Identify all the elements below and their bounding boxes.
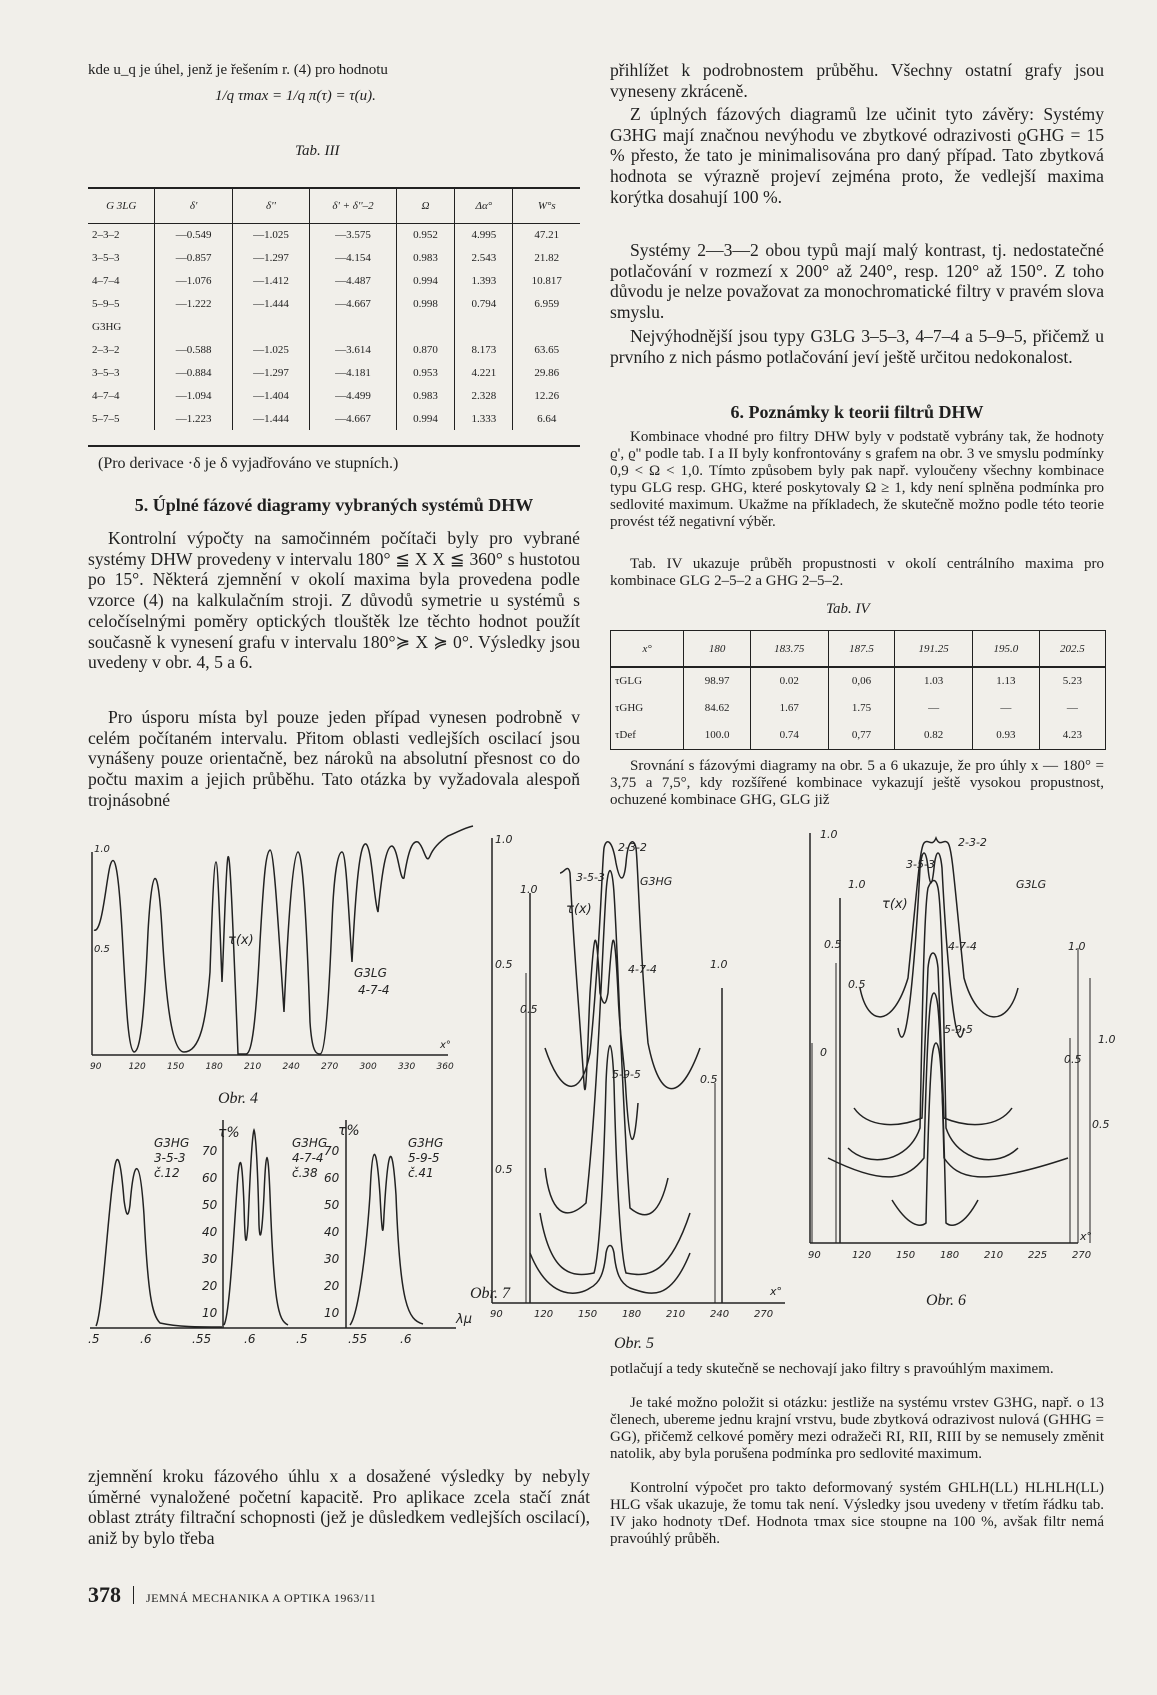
obr4-x-tick: 270 bbox=[321, 1062, 339, 1072]
tab4-header-cell: 187.5 bbox=[828, 631, 895, 667]
obr4-curve-label: τ(x) bbox=[228, 933, 254, 948]
obr4-xunit: x° bbox=[440, 1040, 451, 1051]
tab4-cell: 84.62 bbox=[684, 694, 751, 721]
tab3-cell: 12.26 bbox=[513, 384, 580, 407]
tab3-cell: —0.884 bbox=[155, 361, 232, 384]
sec6-paragraph-1: Kombinace vhodné pro filtry DHW byly v podstatě vybrány tak, že hodnoty ϱ', ϱ'' podle tab. I a II byly konfrontovány s grafem na obr. 3 ve smyslu podmínky 0,9 < Ω < 1,0. Tímto způsobem byly pak např. vyloučeny všechny kombinace typu GLG resp. GHG, které poskytovaly Ω ≥ 1, kdy není splněna podmínka pro sedlovité maximum. Ukažme na příkladech, že skutečně možno podle této teorie provést též negativní výběr. bbox=[610, 429, 1104, 530]
tab3-row bbox=[88, 223, 580, 246]
obr4-x-tick: 120 bbox=[128, 1062, 146, 1072]
obr6-y1: 1.0 bbox=[820, 828, 838, 841]
tab3-cell bbox=[396, 315, 454, 338]
tab3-cell: 63.65 bbox=[513, 338, 580, 361]
tab3-cell: —4.487 bbox=[310, 269, 397, 292]
obr7-panel3-nm: č.41 bbox=[408, 1166, 434, 1180]
tab3-row bbox=[88, 292, 580, 315]
obr5-y4: 1.0 bbox=[710, 958, 728, 971]
obr6-y5: 0.5 bbox=[848, 978, 866, 991]
tab3-cell bbox=[232, 315, 309, 338]
tab4-cell: — bbox=[1039, 694, 1105, 721]
tab4-header-cell: 183.75 bbox=[750, 631, 828, 667]
tab3-row bbox=[88, 361, 580, 384]
tab4-cell: 1.13 bbox=[972, 667, 1039, 694]
tab3-row bbox=[88, 384, 580, 407]
obr7-caption: Obr. 7 bbox=[470, 1285, 511, 1302]
obr7-panel2-nm: č.38 bbox=[292, 1166, 318, 1180]
tab3-cell: —1.223 bbox=[155, 407, 232, 430]
obr5-lbl-595: 5-9-5 bbox=[612, 1068, 641, 1081]
tab3-cell: —1.297 bbox=[232, 246, 309, 269]
tab4-header-cell: 202.5 bbox=[1039, 631, 1105, 667]
obr4-caption: Obr. 4 bbox=[218, 1090, 259, 1107]
obr5-y2: 1.0 bbox=[520, 883, 538, 896]
tab3-cell: 6.64 bbox=[513, 407, 580, 430]
tab3-cell: —1.222 bbox=[155, 292, 232, 315]
obr7-x-tick: .55 bbox=[192, 1332, 212, 1346]
tab3-cell: 4.995 bbox=[455, 223, 513, 246]
figure-obr5 bbox=[490, 833, 800, 1323]
tab4-cell: 0.74 bbox=[750, 722, 828, 749]
tab3-cell: 1.393 bbox=[455, 269, 513, 292]
obr6-y6: 0 bbox=[820, 1046, 827, 1059]
obr7-panel2-layers: 4-7-4 bbox=[292, 1151, 324, 1165]
tab4-row bbox=[611, 722, 1105, 749]
tab3-cell: 0.870 bbox=[396, 338, 454, 361]
obr7-y-tick: 40 bbox=[202, 1225, 218, 1239]
tab4-cell: τDef bbox=[615, 729, 636, 742]
tab3-cell: 2.328 bbox=[455, 384, 513, 407]
obr5-y6: 0.5 bbox=[700, 1073, 718, 1086]
footer-divider bbox=[133, 1586, 134, 1604]
tab3-header-cell: δ'' bbox=[232, 189, 309, 223]
footer bbox=[88, 1582, 376, 1608]
tab3-cell: —1.444 bbox=[232, 292, 309, 315]
tab4-cell: τGLG bbox=[615, 675, 643, 688]
tab3-caption: Tab. III bbox=[295, 143, 340, 159]
tab4-header-cell: x° bbox=[642, 642, 652, 655]
obr6-lbl-595: 5-9-5 bbox=[944, 1023, 973, 1036]
tab3-cell: 0.994 bbox=[396, 269, 454, 292]
obr5-x-tick: 150 bbox=[578, 1309, 598, 1320]
tab3-row bbox=[88, 246, 580, 269]
obr4-x-tick: 300 bbox=[359, 1062, 377, 1072]
tab3-cell bbox=[310, 315, 397, 338]
obr7-panel2-sys: G3HG bbox=[292, 1136, 328, 1150]
bottom-paragraph: zjemnění kroku fázového úhlu x a dosažené výsledky by nebyly úměrné vynaložené početní kapacitě. Pro aplikace zcela stačí znát oblast ztráty filtrační schopnosti (jež je důsledkem vedlejších oscilací), aniž by bylo třeba bbox=[88, 1466, 590, 1549]
obr6-lbl-g3lg: G3LG bbox=[1016, 878, 1047, 891]
obr6-x-tick: 225 bbox=[1028, 1250, 1048, 1261]
obr7-y-tick: 60 bbox=[202, 1171, 218, 1185]
tab3-row bbox=[88, 338, 580, 361]
figure-obr4 bbox=[88, 822, 488, 1074]
tab3-cell: 0.998 bbox=[396, 292, 454, 315]
tab3-cell: 21.82 bbox=[513, 246, 580, 269]
tab3-cell: 29.86 bbox=[513, 361, 580, 384]
obr7-y-tick: 30 bbox=[202, 1252, 218, 1266]
obr7-y-tick: 20 bbox=[202, 1279, 218, 1293]
tab3-cell: —4.667 bbox=[310, 292, 397, 315]
tab3-cell: —1.025 bbox=[232, 338, 309, 361]
figure-obr6 bbox=[808, 828, 1116, 1278]
tab4-cell: 0.93 bbox=[972, 722, 1039, 749]
tab3-cell: —0.549 bbox=[155, 223, 232, 246]
obr6-y8: 0.5 bbox=[1064, 1053, 1082, 1066]
tab3-cell: 1.333 bbox=[455, 407, 513, 430]
tab3-cell bbox=[155, 315, 232, 338]
obr4-x-tick: 360 bbox=[436, 1062, 454, 1072]
page-number: 378 bbox=[88, 1582, 121, 1607]
sec5-paragraph-1: Kontrolní výpočty na samočinném počítači byly pro vybrané systémy DHW provedeny v intervalu 180° ≦ X X ≦ 360° s hustotou po 15°. Některá zjemnění v okolí maxima byla provedena podle vzorce (4) na kalkulačním stroji. Z důvodů symetrie u systémů s celočíselnými poměry optických tlouštěk lze těchto hodnot použít současně k vynesení grafu v intervalu 180°≽ X ≽ 0°. Výsledky jsou uvedeny v obr. 4, 5 a 6. bbox=[88, 528, 580, 673]
obr5-y3: 0.5 bbox=[495, 958, 513, 971]
tab3-cell: 5–9–5 bbox=[92, 297, 120, 310]
tab3-cell: 47.21 bbox=[513, 223, 580, 246]
sec6-title: 6. Poznámky k teorii filtrů DHW bbox=[730, 402, 984, 422]
obr7-x-tick: .55 bbox=[348, 1332, 368, 1346]
tab3-cell: 4–7–4 bbox=[92, 389, 120, 402]
obr4-y-05: 0.5 bbox=[94, 944, 110, 955]
tab3-cell: —4.499 bbox=[310, 384, 397, 407]
tab3-cell: 0.952 bbox=[396, 223, 454, 246]
obr4-x-tick: 180 bbox=[205, 1062, 223, 1072]
tab4-cell: — bbox=[972, 694, 1039, 721]
tab3-header-cell: G 3LG bbox=[106, 199, 137, 212]
journal-name: JEMNÁ MECHANIKA A OPTIKA 1963/11 bbox=[146, 1591, 377, 1605]
tab3-cell bbox=[513, 315, 580, 338]
right-paragraph-7: Je také možno položit si otázku: jestliže na systému vrstev G3HG, např. o 13 členech, ubereme jednu krajní vrstvu, bude zbytková odrazivost nulová (GHHG = GG), přičemž celkové poměry mezi odražeči RI, RII, RIII by se nemusely změnit natolik, aby byla porušena podmínka pro sedlovité maximum. bbox=[610, 1395, 1104, 1462]
tab3-header-cell: δ' bbox=[155, 189, 232, 223]
obr7-y-tick: 30 bbox=[324, 1252, 340, 1266]
tab3-cell: 3–5–3 bbox=[92, 251, 120, 264]
tab3-cell: 2–3–2 bbox=[92, 343, 120, 356]
tab3-cell: 4.221 bbox=[455, 361, 513, 384]
sec6-paragraph-2: Tab. IV ukazuje průběh propustnosti v okolí centrálního maxima pro kombinace GLG 2–5–2 a GHG 2–5–2. bbox=[610, 556, 1104, 589]
obr4-x-tick: 240 bbox=[282, 1062, 300, 1072]
obr5-lbl-tau: τ(x) bbox=[566, 902, 592, 917]
obr5-y1: 1.0 bbox=[495, 833, 513, 846]
tab3-cell: 2.543 bbox=[455, 246, 513, 269]
tab3-cell: —1.094 bbox=[155, 384, 232, 407]
obr7-xunit: λμ bbox=[456, 1312, 472, 1327]
obr5-lbl-353: 3-5-3 bbox=[576, 871, 605, 884]
obr7-x-tick: .6 bbox=[400, 1332, 412, 1346]
tab3-cell: —4.667 bbox=[310, 407, 397, 430]
obr6-y2: 1.0 bbox=[848, 878, 866, 891]
tab3-cell: —3.614 bbox=[310, 338, 397, 361]
obr4-y-1: 1.0 bbox=[94, 844, 110, 855]
obr5-y7: 0.5 bbox=[495, 1163, 513, 1176]
tab4 bbox=[610, 630, 1106, 750]
tab3-cell: —1.025 bbox=[232, 223, 309, 246]
tab3-cell: 0.983 bbox=[396, 246, 454, 269]
obr6-y4: 1.0 bbox=[1068, 940, 1086, 953]
tab4-cell: 5.23 bbox=[1039, 667, 1105, 694]
obr7-ylabel-2: τ% bbox=[338, 1123, 360, 1139]
obr7-y-tick: 10 bbox=[324, 1306, 340, 1320]
tab3-cell: —0.857 bbox=[155, 246, 232, 269]
tab3-cell: —1.076 bbox=[155, 269, 232, 292]
sec5-paragraph-2: Pro úsporu místa byl pouze jeden případ vynesen podrobně v celém počítaném intervalu. Přitom oblasti vedlejších oscilací jsou vynášeny pouze orientačně, bez nároků na absolutní přesnost co do počtu maxim a jejich průběhu. Tato otázka by vyžadovala alespoň trojnásobné bbox=[88, 707, 580, 810]
obr4-x-tick: 150 bbox=[167, 1062, 185, 1072]
obr4-x-tick: 90 bbox=[90, 1062, 102, 1072]
obr7-y-tick: 40 bbox=[324, 1225, 340, 1239]
tab3-header-cell: δ' + δ''–2 bbox=[310, 189, 397, 223]
tab4-cell: 0,77 bbox=[828, 722, 895, 749]
obr5-x-tick: 180 bbox=[622, 1309, 642, 1320]
obr7-panel3-layers: 5-9-5 bbox=[408, 1151, 440, 1165]
tab4-cell: — bbox=[895, 694, 973, 721]
tab3 bbox=[88, 187, 580, 447]
obr6-x-tick: 120 bbox=[852, 1250, 872, 1261]
obr6-lbl-353: 3-5-3 bbox=[906, 858, 935, 871]
obr7-y-tick: 70 bbox=[324, 1144, 340, 1158]
obr7-x-tick: .6 bbox=[140, 1332, 152, 1346]
obr6-lbl-474: 4-7-4 bbox=[948, 940, 977, 953]
sec5-title: 5. Úplné fázové diagramy vybraných systémů DHW bbox=[134, 495, 534, 515]
tab3-cell: 3–5–3 bbox=[92, 366, 120, 379]
right-paragraph-1: přihlížet k podrobnostem průběhu. Všechny ostatní grafy jsou vyneseny zkráceně. bbox=[610, 60, 1104, 101]
tab3-cell: 8.173 bbox=[455, 338, 513, 361]
tab3-note: (Pro derivace ·δ je δ vyjadřováno ve stupních.) bbox=[98, 455, 399, 472]
tab4-header-cell: 191.25 bbox=[895, 631, 973, 667]
obr7-y-tick: 50 bbox=[324, 1198, 340, 1212]
obr7-panel1-sys: G3HG bbox=[154, 1136, 190, 1150]
right-paragraph-3: Systémy 2—3—2 obou typů mají malý kontrast, tj. nedostatečné potlačování v rozmezí x 200° až 240°, resp. 120° až 150°. Z toho důvodu je nelze považovat za monochromatické filtry v pravém slova smyslu. bbox=[610, 240, 1104, 323]
obr7-x-tick: .5 bbox=[88, 1332, 100, 1346]
obr5-lbl-g3hg: G3HG bbox=[640, 875, 673, 888]
tab3-header-cell: W°s bbox=[513, 189, 580, 223]
tab3-cell: —3.575 bbox=[310, 223, 397, 246]
obr6-y9: 0.5 bbox=[1092, 1118, 1110, 1131]
obr7-x-tick: .6 bbox=[244, 1332, 256, 1346]
obr7-y-tick: 50 bbox=[202, 1198, 218, 1212]
tab4-cell: 100.0 bbox=[684, 722, 751, 749]
obr5-y5: 0.5 bbox=[520, 1003, 538, 1016]
tab4-cell: 1.67 bbox=[750, 694, 828, 721]
obr7-panel1-layers: 3-5-3 bbox=[154, 1151, 186, 1165]
obr5-x-tick: 240 bbox=[710, 1309, 730, 1320]
tab3-cell: 6.959 bbox=[513, 292, 580, 315]
right-paragraph-6: potlačují a tedy skutečně se nechovají jako filtry s pravoúhlým maximem. bbox=[610, 1361, 1054, 1377]
right-paragraph-5: Srovnání s fázovými diagramy na obr. 5 a 6 ukazuje, že pro úhly x — 180° = 3,75 a 7,5°, kdy rozšířené kombinace vykazují ještě vysokou propustnost, ochuzené kombinace GHG, GLG již bbox=[610, 758, 1104, 808]
tab3-row bbox=[88, 269, 580, 292]
obr6-y3: 0.5 bbox=[824, 938, 842, 951]
tab3-header-cell: Ω bbox=[396, 189, 454, 223]
tab3-cell: 0.983 bbox=[396, 384, 454, 407]
obr5-lbl-474: 4-7-4 bbox=[628, 963, 657, 976]
tab4-caption: Tab. IV bbox=[826, 601, 870, 617]
tab3-cell: G3HG bbox=[92, 320, 122, 333]
tab4-cell: 1.03 bbox=[895, 667, 973, 694]
obr7-y-tick: 70 bbox=[202, 1144, 218, 1158]
obr7-y-tick: 10 bbox=[202, 1306, 218, 1320]
tab4-cell: 0.82 bbox=[895, 722, 973, 749]
tab3-cell: 0.994 bbox=[396, 407, 454, 430]
tab3-cell: —1.444 bbox=[232, 407, 309, 430]
obr5-x-tick: 120 bbox=[534, 1309, 554, 1320]
tab4-header-cell: 180 bbox=[684, 631, 751, 667]
right-paragraph-8: Kontrolní výpočet pro takto deformovaný systém GHLH(LL) HLHLH(LL) HLG však ukazuje, že tomu tak není. Výsledky jsou uvedeny v třetím řádku tab. IV jako hodnoty τDef. Hodnota τmax sice stoupne na 100 %, avšak filtr nemá pravoúhlý průběh. bbox=[610, 1480, 1104, 1547]
tab3-cell: 10.817 bbox=[513, 269, 580, 292]
tab3-cell: 0.953 bbox=[396, 361, 454, 384]
tab3-cell bbox=[455, 315, 513, 338]
obr4-x-tick: 210 bbox=[244, 1062, 262, 1072]
formula: 1/q τmax = 1/q π(τ) = τ(u). bbox=[215, 88, 376, 104]
obr5-x-tick: 210 bbox=[666, 1309, 686, 1320]
tab4-row bbox=[611, 667, 1105, 694]
obr7-panel1-nm: č.12 bbox=[154, 1166, 180, 1180]
obr6-x-tick: 150 bbox=[896, 1250, 916, 1261]
tab4-cell: 0.02 bbox=[750, 667, 828, 694]
tab3-cell: 0.794 bbox=[455, 292, 513, 315]
obr5-lbl-232: 2-3-2 bbox=[618, 841, 647, 854]
tab3-row bbox=[88, 407, 580, 430]
tab4-row bbox=[611, 694, 1105, 721]
figure-obr7 bbox=[88, 1115, 483, 1360]
right-paragraph-4: Nejvýhodnější jsou typy G3LG 3–5–3, 4–7–4 a 5–9–5, přičemž u prvního z nich pásmo potlačování jeví ještě určitou nedokonalost. bbox=[610, 326, 1104, 367]
tab3-cell: 4–7–4 bbox=[92, 274, 120, 287]
obr4-x-tick: 330 bbox=[398, 1062, 416, 1072]
obr6-x-tick: 270 bbox=[1072, 1250, 1092, 1261]
obr7-panel3-sys: G3HG bbox=[408, 1136, 444, 1150]
obr5-x-tick: 270 bbox=[754, 1309, 774, 1320]
tab4-cell: 1.75 bbox=[828, 694, 895, 721]
obr7-x-tick: .5 bbox=[296, 1332, 308, 1346]
obr6-x-tick: 90 bbox=[808, 1250, 821, 1261]
tab3-header-cell: Δα° bbox=[455, 189, 513, 223]
tab3-cell: —1.412 bbox=[232, 269, 309, 292]
tab3-row bbox=[88, 315, 580, 338]
obr5-x-tick: 90 bbox=[490, 1309, 503, 1320]
tab4-cell: 0,06 bbox=[828, 667, 895, 694]
tab4-cell: τGHG bbox=[615, 701, 644, 714]
obr7-y-tick: 60 bbox=[324, 1171, 340, 1185]
tab3-cell: —4.154 bbox=[310, 246, 397, 269]
obr6-y7: 1.0 bbox=[1098, 1033, 1116, 1046]
tab4-header-cell: 195.0 bbox=[972, 631, 1039, 667]
tab4-cell: 98.97 bbox=[684, 667, 751, 694]
obr5-caption: Obr. 5 bbox=[614, 1335, 655, 1352]
tab3-cell: —1.404 bbox=[232, 384, 309, 407]
obr7-ylabel-1: τ% bbox=[218, 1125, 240, 1141]
obr6-x-tick: 180 bbox=[940, 1250, 960, 1261]
obr6-lbl-tau: τ(x) bbox=[882, 897, 908, 912]
tab3-cell: —1.297 bbox=[232, 361, 309, 384]
tab3-cell: 2–3–2 bbox=[92, 228, 120, 241]
obr6-xunit: x° bbox=[1080, 1230, 1093, 1243]
obr6-lbl-232: 2-3-2 bbox=[958, 836, 987, 849]
tab3-cell: —4.181 bbox=[310, 361, 397, 384]
obr5-xunit: x° bbox=[770, 1285, 783, 1298]
obr6-x-tick: 210 bbox=[984, 1250, 1004, 1261]
obr4-system2: 4-7-4 bbox=[358, 983, 390, 997]
obr7-y-tick: 20 bbox=[324, 1279, 340, 1293]
tab4-cell: 4.23 bbox=[1039, 722, 1105, 749]
right-paragraph-2: Z úplných fázových diagramů lze učinit tyto závěry: Systémy G3HG mají značnou nevýhodu ve zbytkové odrazivosti ϱGHG = 15 % přesto, že tato je minimalisována pro daný případ. Tato zbytková hodnota se výrazně projeví zejména proto, že vedlejší maxima korýtka dosahují 100 %. bbox=[610, 104, 1104, 207]
obr6-caption: Obr. 6 bbox=[926, 1292, 967, 1309]
tab3-cell: 5–7–5 bbox=[92, 412, 120, 425]
intro-line: kde u_q je úhel, jenž je řešením r. (4) pro hodnotu bbox=[88, 62, 388, 78]
obr4-system: G3LG bbox=[354, 966, 387, 980]
tab3-cell: —0.588 bbox=[155, 338, 232, 361]
